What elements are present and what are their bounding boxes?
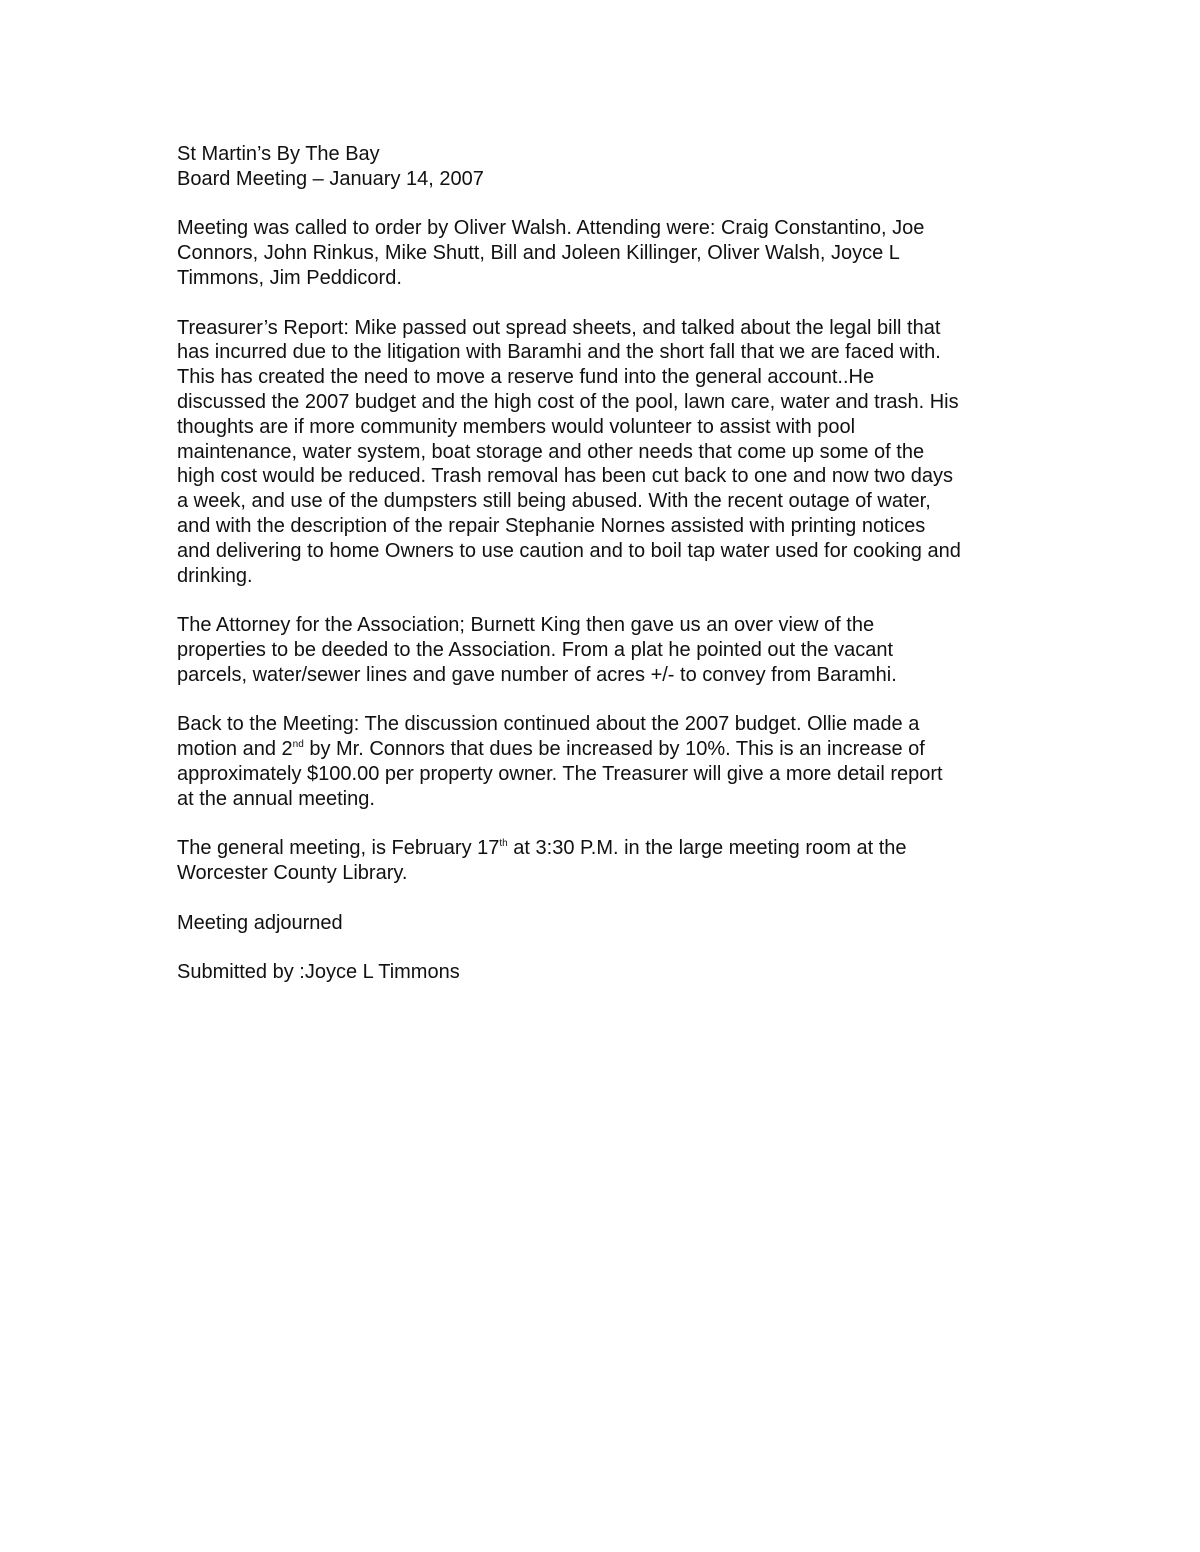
treasurer-line: a week, and use of the dumpsters still being abused. With the recent outage of water,: [177, 490, 931, 513]
treasurer-line: has incurred due to the litigation with Baramhi and the short fall that we are faced with.: [177, 341, 941, 364]
submitted-by-text: Submitted by :Joyce L Timmons: [177, 961, 460, 984]
attorney-line: properties to be deeded to the Association. From a plat he pointed out the vacant: [177, 638, 894, 661]
treasurer-line: thoughts are if more community members would volunteer to assist with pool: [177, 415, 856, 438]
organization-name: St Martin’s By The Bay: [177, 143, 380, 165]
attendance-paragraph: [177, 216, 1037, 290]
general-meeting-text: The general meeting, is February 17: [177, 837, 500, 860]
treasurer-report-paragraph: [177, 316, 1037, 589]
ordinal-suffix: nd: [292, 739, 304, 751]
treasurer-line: Treasurer’s Report: Mike passed out spread sheets, and talked about the legal bill that: [177, 316, 941, 339]
ordinal-suffix: th: [499, 838, 508, 850]
general-meeting-paragraph: [177, 836, 1037, 886]
attorney-line: The Attorney for the Association; Burnett King then gave us an over view of the: [177, 614, 875, 637]
treasurer-line: discussed the 2007 budget and the high cost of the pool, lawn care, water and trash. His: [177, 390, 959, 413]
budget-line: at the annual meeting.: [177, 787, 375, 810]
budget-motion-text: motion and 2: [177, 738, 293, 761]
attendance-line: Meeting was called to order by Oliver Walsh. Attending were: Craig Constantino, Joe: [177, 217, 925, 240]
treasurer-line: high cost would be reduced. Trash removal has been cut back to one and now two days: [177, 465, 954, 488]
attendance-line: Timmons, Jim Peddicord.: [177, 266, 402, 289]
meeting-title: Board Meeting – January 14, 2007: [177, 167, 484, 190]
general-meeting-line: [177, 836, 1037, 861]
general-meeting-location: Worcester County Library.: [177, 862, 408, 885]
attorney-line: parcels, water/sewer lines and gave number of acres +/- to convey from Baramhi.: [177, 663, 897, 686]
attendance-line: Connors, John Rinkus, Mike Shutt, Bill and Joleen Killinger, Oliver Walsh, Joyce L: [177, 242, 900, 265]
adjourned-text: Meeting adjourned: [177, 911, 343, 934]
budget-line-motion: [177, 737, 1037, 762]
adjourned-paragraph: [177, 911, 1037, 936]
treasurer-line: drinking.: [177, 564, 253, 587]
document-header: [177, 142, 1037, 192]
submitted-paragraph: [177, 960, 1037, 985]
treasurer-line: and with the description of the repair Stephanie Nornes assisted with printing notices: [177, 514, 926, 537]
general-meeting-text-rest: at 3:30 P.M. in the large meeting room at the: [507, 837, 907, 860]
treasurer-line: maintenance, water system, boat storage and other needs that come up some of the: [177, 440, 925, 463]
budget-motion-text-rest: by Mr. Connors that dues be increased by 10%. This is an increase of: [303, 738, 925, 761]
treasurer-line: This has created the need to move a reserve fund into the general account..He: [177, 366, 875, 389]
attorney-paragraph: [177, 613, 1037, 687]
budget-paragraph: [177, 712, 1037, 811]
budget-line: approximately $100.00 per property owner. The Treasurer will give a more detail report: [177, 762, 943, 785]
budget-line: Back to the Meeting: The discussion continued about the 2007 budget. Ollie made a: [177, 713, 920, 736]
treasurer-line: and delivering to home Owners to use caution and to boil tap water used for cooking and: [177, 539, 961, 562]
document-body: [177, 142, 1037, 1010]
